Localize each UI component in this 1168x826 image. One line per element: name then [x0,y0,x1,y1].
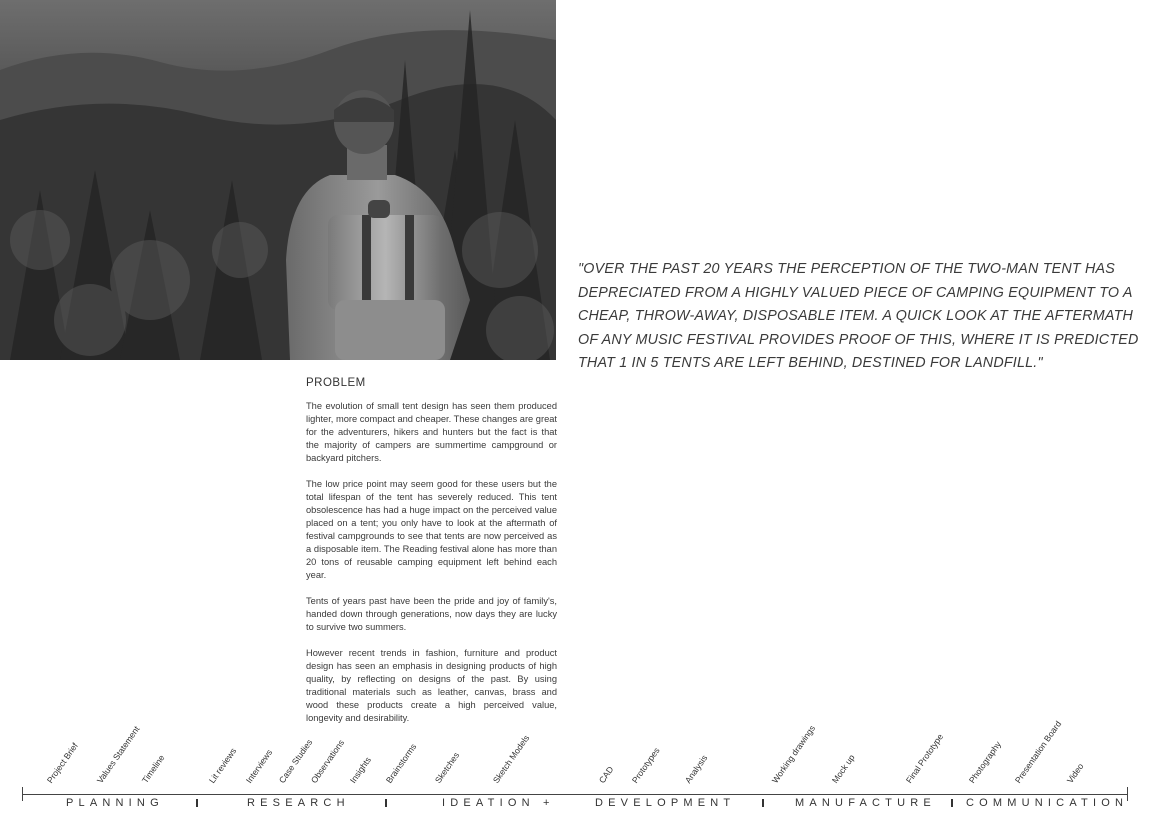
phase-separator [385,799,387,807]
timeline-step-label: Video [1064,761,1086,785]
timeline-step-label: Values Statement [94,724,142,785]
problem-heading: PROBLEM [306,377,366,389]
phase-manufacture: MANUFACTURE [795,797,936,809]
timeline-start-cap [22,787,23,801]
problem-paragraph: Tents of years past have been the pride and joy of family's, handed down through generations, now days they are lucky to survive two summers. [306,596,557,632]
pull-quote: "OVER THE PAST 20 YEARS THE PERCEPTION OF THE TWO-MAN TENT HAS DEPRECIATED FROM A HIGHLY VALUED PIECE OF CAMPING EQUIPMENT TO A CHEAP, THROW-AWAY, DISPOSABLE ITEM. A QUICK LOOK AT THE AFTERMATH OF ANY MUSIC FESTIVAL PROVIDES PROOF OF THIS, WHERE IT IS PREDICTED THAT 1 IN 5 TENTS ARE LEFT BEHIND, DESTINED FOR LANDFILL." [578,261,1139,371]
phase-communication: COMMUNICATION [966,797,1129,809]
timeline-step-label: Brainstorms [383,741,419,785]
timeline-step-label: Insights [347,754,373,785]
timeline-step-label: Case Studies [276,737,315,785]
timeline-step-label: Lit reviews [206,746,239,785]
hiker-photo [0,0,556,360]
timeline-step-label: Presentation Board [1012,718,1064,785]
phase-separator [196,799,198,807]
phase-separator [762,799,764,807]
problem-paragraph: The low price point may seem good for these users but the total lifespan of the tent has severely reduced. This tent obsolescence has had a huge impact on the perceived value placed on a tent; you only have to look at the aftermath of festival campgrounds to see that tents are now perceived as a disposable item. The Reading festival alone has more than 20 tons of reusable camping equipment left behind each year. [306,479,557,580]
timeline-step-label: Timeline [139,752,167,785]
phase-planning: PLANNING [66,797,164,809]
problem-paragraph: However recent trends in fashion, furniture and product design has seen an emphasis in designing products of high quality, by reflecting on designs of the past. By using traditional materials such as leather, canvas, brass and wood these products create a high perceived value, longevity and desirability. [306,648,557,723]
timeline-step-label: Mock up [829,752,857,785]
timeline-step-label: Final Prototype [903,731,946,785]
problem-section [306,377,557,738]
hiker-in-forest-image [0,0,556,360]
problem-paragraph: The evolution of small tent design has seen them produced lighter, more compact and cheaper. These changes are great for the adventurers, hikers and hunters but the fact is that the majority of campers are summertime campground or backyard pitchers. [306,401,557,463]
timeline-axis [22,794,1128,795]
timeline-step-label: Project Brief [44,740,80,785]
timeline-step-label: CAD [596,764,616,785]
timeline-step-label: Sketches [432,750,462,785]
project-timeline [0,718,1168,826]
timeline-step-label: Analysis [682,753,710,785]
phase-separator [951,799,953,807]
timeline-step-label: Sketch Models [490,733,532,785]
phase-research: RESEARCH [247,797,350,809]
timeline-step-label: Interviews [243,747,275,785]
phase-ideation: IDEATION + [442,797,555,809]
timeline-step-label: Observations [308,737,347,785]
timeline-step-label: Photography [966,739,1003,785]
timeline-step-label: Prototypes [629,745,662,785]
timeline-step-label: Working drawings [769,723,818,785]
phase-development: DEVELOPMENT [595,797,736,809]
